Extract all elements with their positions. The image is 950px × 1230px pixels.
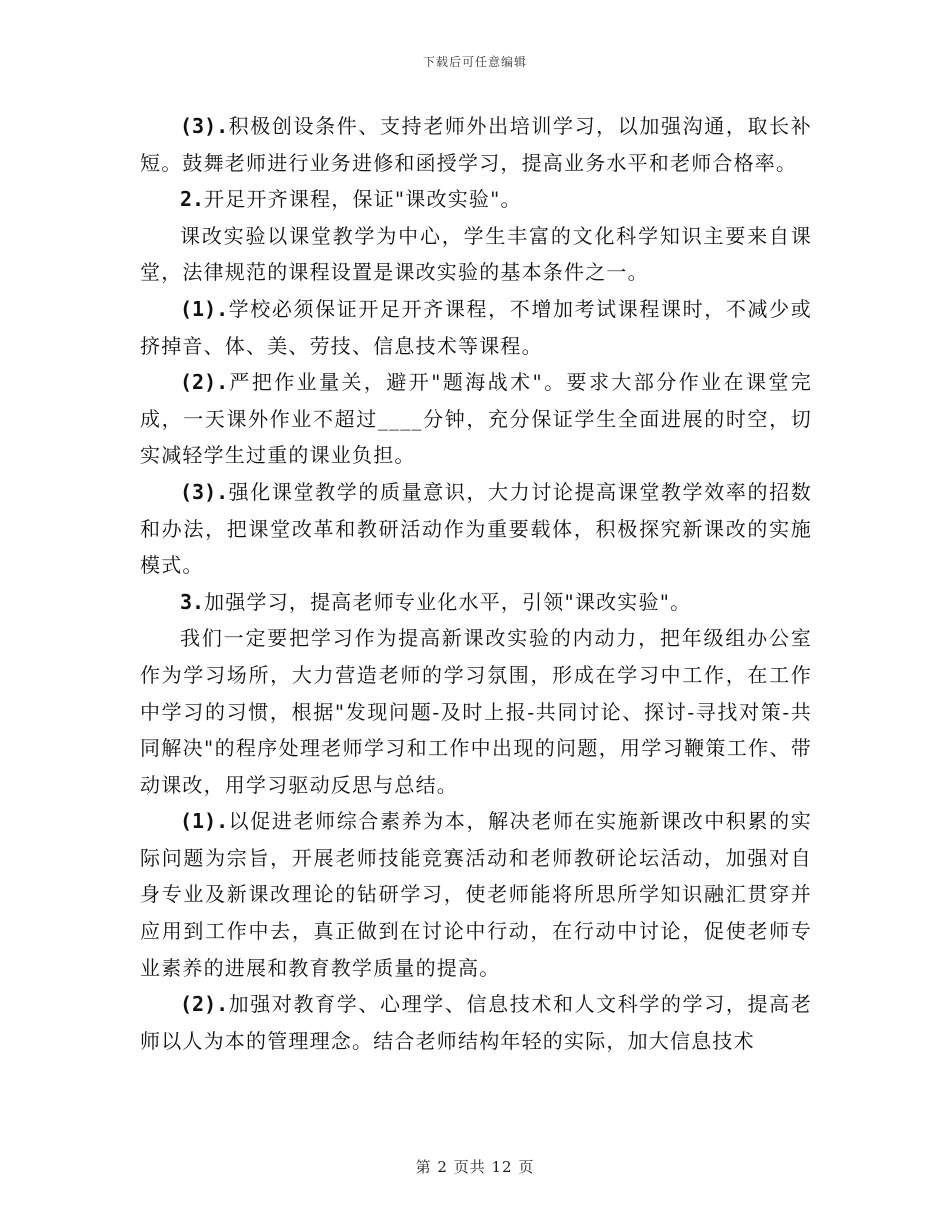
paragraph — [140, 620, 812, 803]
paragraph — [140, 364, 812, 474]
item-number: (3). — [180, 479, 229, 504]
item-number: (2). — [180, 370, 229, 395]
paragraph-text: 加强对教育学、心理学、信息技术和人文科学的学习，提高老师以人为本的管理理念。结合老师结构年轻的实际，加大信息技术 — [140, 992, 812, 1053]
item-number: (1). — [180, 809, 229, 834]
item-number: (3). — [180, 114, 229, 138]
section-heading — [140, 584, 812, 621]
paragraph-text: 开足开齐课程，保证"课改实验"。 — [204, 187, 522, 212]
paragraph-text: 严把作业量关，避开"题海战术"。要求大部分作业在课堂完成，一天课外作业不超过____分钟，充分保证学生全面进展的时空，切实减轻学生过重的课业负担。 — [140, 370, 812, 468]
paragraph-text: 课改实验以课堂教学为中心，学生丰富的文化科学知识主要来自课堂，法律规范的课程设置是课改实验的基本条件之一。 — [140, 223, 812, 285]
paragraph-text: 学校必须保证开足开齐课程，不增加考试课程课时，不减少或挤掉音、体、美、劳技、信息技术等课程。 — [140, 296, 812, 358]
paragraph-text: 以促进老师综合素养为本，解决老师在实施新课改中积累的实际问题为宗旨，开展老师技能竞赛活动和老师教研论坛活动，加强对自身专业及新课改理论的钻研学习，使老师能将所思所学知识融汇贯穿并应用到工作中去，真正做到在讨论中行动，在行动中讨论，促使老师专业素养的进展和教育教学质量的提高。 — [140, 809, 812, 980]
item-number: (2). — [180, 992, 229, 1017]
paragraph — [140, 986, 812, 1059]
paragraph-text: 强化课堂教学的质量意识，大力讨论提高课堂教学效率的招数和办法，把课堂改革和教研活动作为重要载体，积极探究新课改的实施模式。 — [140, 479, 812, 578]
paragraph-text: 加强学习，提高老师专业化水平，引领"课改实验"。 — [204, 589, 692, 614]
section-heading — [140, 181, 812, 218]
page-header: 下载后可任意编辑 — [422, 55, 527, 69]
item-number: 2. — [180, 187, 205, 212]
paragraph-text: 我们一定要把学习作为提高新课改实验的内动力，把年级组办公室作为学习场所，大力营造老师的学习氛围，形成在学习中工作，在工作中学习的习惯，根据"发现问题-及时上报-共同讨论、探讨-寻找对策-共同解决"的程序处理老师学习和工作中出现的问题，用学习鞭策工作、带动课改，用学习驱动反思与总结。 — [140, 626, 812, 797]
paragraph — [140, 108, 812, 181]
item-number: 3. — [180, 589, 205, 614]
paragraph — [140, 803, 812, 986]
paragraph — [140, 218, 812, 291]
paragraph — [140, 474, 812, 584]
item-number: (1). — [180, 296, 229, 321]
document-body — [140, 108, 812, 1059]
paragraph — [140, 291, 812, 364]
page-footer: 第 2 页共 12 页 — [415, 1158, 535, 1176]
paragraph-text: 积极创设条件、支持老师外出培训学习，以加强沟通，取长补短。鼓舞老师进行业务进修和函授学习，提高业务水平和老师合格率。 — [140, 114, 812, 175]
